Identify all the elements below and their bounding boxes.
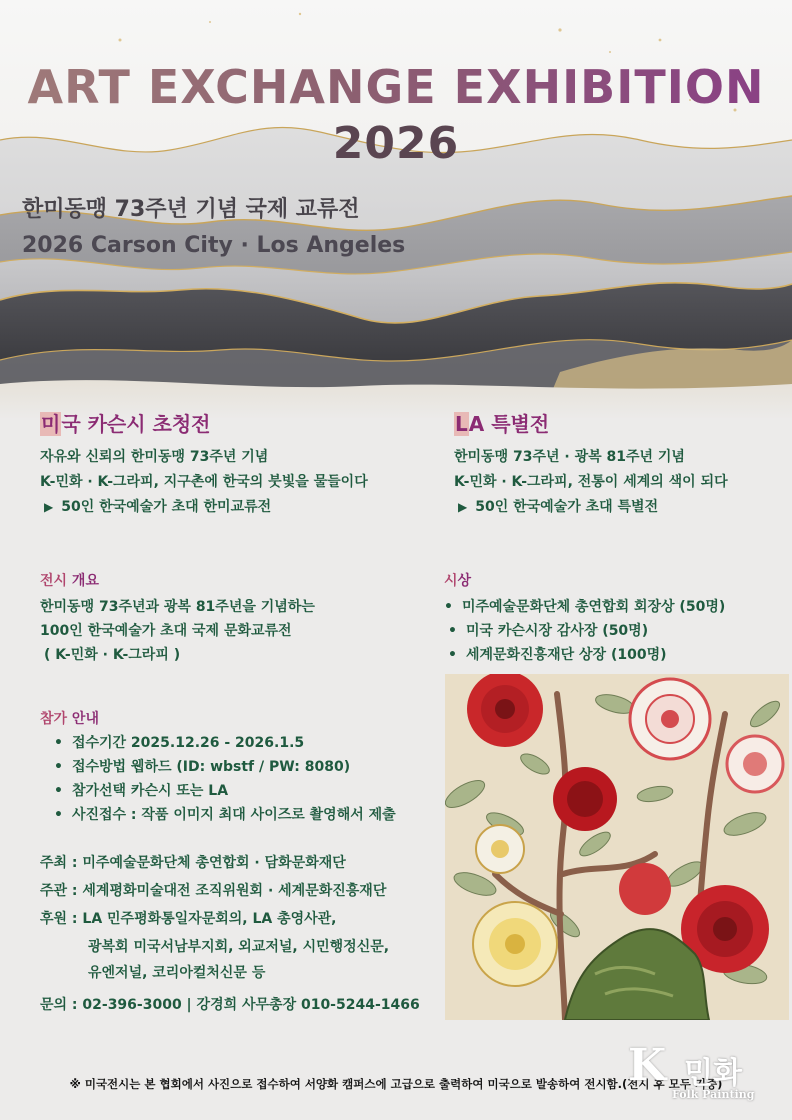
overview-line-1: 한미동맹 73주년과 광복 81주년을 기념하는	[40, 599, 315, 615]
hero-banner	[0, 0, 792, 420]
sponsor-line-2: 광복회 미국서남부지회, 외교저널, 시민행정신문,	[88, 939, 390, 955]
guide-item-4: • 사진접수 : 작품 이미지 최대 사이즈로 촬영해서 제출	[54, 804, 396, 824]
awards-heading: 시상	[444, 573, 472, 589]
carson-line-1: 자유와 신뢰의 한미동맹 73주년 기념	[40, 449, 269, 465]
host-line: 주최 : 미주예술문화단체 총연합회 · 담화문화재단	[40, 855, 346, 871]
guide-item-1: • 접수기간 2025.12.26 - 2026.1.5	[54, 732, 304, 752]
carson-line-2: K-민화 · K-그라피, 지구촌에 한국의 붓빛을 물들이다	[40, 474, 368, 490]
award-item-3: • 세계문화진흥재단 상장 (100명)	[448, 644, 667, 664]
carson-section-title: 미국 카슨시 초청전	[41, 412, 211, 436]
footer-note: ※ 미국전시는 본 협회에서 사진으로 접수하여 서양화 캠퍼스에 고급으로 출력하여 미국으로 발송하여 전시함.(전시 후 모두 기증)	[69, 1077, 723, 1091]
overview-line-3: ( K-민화 · K-그라피 )	[44, 647, 181, 663]
overview-heading: 전시 개요	[40, 573, 99, 589]
la-line-3: ▶ 50인 한국예술가 초대 특별전	[458, 499, 659, 515]
guide-item-2: • 접수방법 웹하드 (ID: wbstf / PW: 8080)	[54, 756, 350, 776]
logo-minhwa-text: 민화	[684, 1056, 742, 1091]
award-item-1: • 미주예술문화단체 총연합회 회장상 (50명)	[444, 596, 725, 616]
play-triangle-icon: ▶	[458, 500, 468, 514]
subtitle-korean: 한미동맹 73주년 기념 국제 교류전	[22, 197, 360, 222]
guide-item-3: • 참가선택 카슨시 또는 LA	[54, 780, 228, 800]
subtitle-english: 2026 Carson City · Los Angeles	[22, 233, 406, 258]
logo-k-letter: K	[628, 1040, 667, 1091]
la-section-title: LA 특별전	[455, 412, 550, 436]
carson-line-3: ▶ 50인 한국예술가 초대 한미교류전	[44, 499, 272, 515]
la-line-1: 한미동맹 73주년 · 광복 81주년 기념	[454, 449, 685, 465]
logo-folk-painting-text: Folk Painting	[672, 1088, 755, 1101]
organizer-line: 주관 : 세계평화미술대전 조직위원회 · 세계문화진흥재단	[40, 883, 387, 899]
guide-heading: 참가 안내	[40, 711, 99, 727]
award-item-2: • 미국 카슨시장 감사장 (50명)	[448, 620, 648, 640]
la-line-2: K-민화 · K-그라피, 전통이 세계의 색이 되다	[454, 474, 728, 490]
contact-line: 문의 : 02-396-3000 | 강경희 사무총장 010-5244-1466	[40, 997, 420, 1013]
exhibition-title: ART EXCHANGE EXHIBITION	[0, 60, 792, 114]
sponsor-line-3: 유엔저널, 코리아컬처신문 등	[88, 965, 266, 981]
play-triangle-icon: ▶	[44, 500, 54, 514]
k-minhwa-logo	[628, 1040, 778, 1112]
exhibition-year: 2026	[332, 118, 460, 169]
sponsor-line-1: 후원 : LA 민주평화통일자문회의, LA 총영사관,	[40, 911, 337, 927]
peony-folk-painting	[445, 674, 789, 1020]
overview-line-2: 100인 한국예술가 초대 국제 문화교류전	[40, 623, 292, 639]
